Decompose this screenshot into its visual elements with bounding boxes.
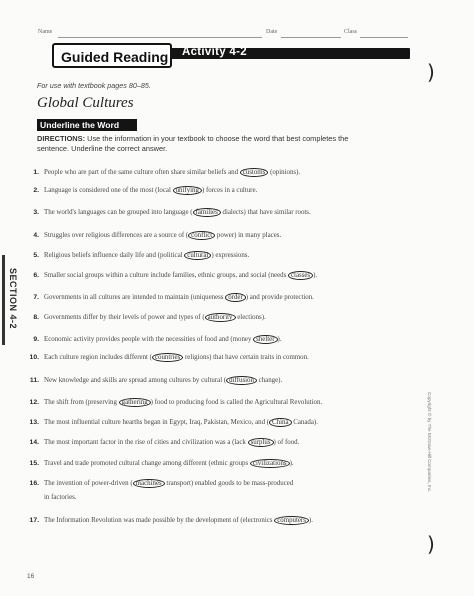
question-text: Each culture region includes different ( xyxy=(44,354,152,361)
question-text: The shift from (preserving xyxy=(44,399,119,406)
question-number: 8. xyxy=(33,314,39,321)
question-number: 4. xyxy=(33,232,39,239)
question-number: 10. xyxy=(29,354,39,361)
question-text-end: ) food to producing food is called the Agricultural Revolution. xyxy=(150,399,323,406)
date-line xyxy=(281,37,341,38)
circled-answer: conflict xyxy=(188,231,215,240)
question-item xyxy=(24,398,404,407)
circled-answer: computers xyxy=(274,516,309,525)
circled-answer: authority xyxy=(205,313,236,322)
question-text: Economic activity provides people with the necessities of food and (money xyxy=(44,336,254,343)
question-item xyxy=(24,516,404,525)
question-item xyxy=(24,459,404,468)
question-item xyxy=(24,271,404,280)
circled-answer: customs xyxy=(240,168,269,177)
copyright-notice: Copyright © by The McGraw-Hill Companies, Inc. xyxy=(427,392,432,493)
question-number: 1. xyxy=(33,169,39,176)
question-number: 14. xyxy=(29,439,39,446)
question-item xyxy=(24,493,404,502)
question-item xyxy=(24,231,404,240)
question-text-end: ) expressions. xyxy=(211,252,250,259)
question-item xyxy=(24,438,404,447)
question-text-end: (opinions). xyxy=(268,169,301,176)
circled-answer: families xyxy=(193,208,221,217)
question-text-end: ) of food. xyxy=(273,439,300,446)
question-text: The most influential culture hearths began in Egypt, Iraq, Pakistan, Mexico, and ( xyxy=(44,419,270,426)
name-label: Name xyxy=(38,29,53,35)
question-number: 6. xyxy=(33,272,39,279)
circled-answer: countries xyxy=(152,353,183,362)
textbook-pages-note: For use with textbook pages 80–85. xyxy=(37,81,151,90)
directions xyxy=(37,134,367,154)
circled-answer: shelter xyxy=(253,335,277,344)
title-banner xyxy=(52,43,410,70)
circled-answer: cultural xyxy=(184,251,211,260)
question-text-end: ). xyxy=(277,336,282,343)
question-text-end: transport) enabled goods to be mass-produced xyxy=(164,480,294,487)
class-line xyxy=(360,37,408,38)
circled-answer: China xyxy=(269,418,291,427)
question-item xyxy=(24,251,404,260)
question-text-end: religions) that have certain traits in common. xyxy=(183,354,309,361)
question-text: People who are part of the same culture often share similar beliefs and xyxy=(44,169,240,176)
question-text: in factories. xyxy=(44,494,77,501)
question-number: 9. xyxy=(33,336,39,343)
question-item xyxy=(24,293,404,302)
question-text-end: ). xyxy=(308,517,313,524)
activity-label: Activity 4-2 xyxy=(182,46,247,58)
question-number: 17. xyxy=(29,517,39,524)
question-text: Religious beliefs influence daily life and (political xyxy=(44,252,185,259)
question-item xyxy=(24,313,404,322)
question-item xyxy=(24,418,404,427)
question-number: 16. xyxy=(29,480,39,487)
question-text-end: change). xyxy=(256,377,283,384)
circled-answer: machines xyxy=(133,479,165,488)
question-text-end: ). xyxy=(289,460,294,467)
question-text-end: ). xyxy=(313,272,318,279)
question-item xyxy=(24,479,404,488)
banner-title-box xyxy=(52,43,172,68)
directions-label: DIRECTIONS: xyxy=(37,134,86,143)
circled-answer: unifying xyxy=(173,186,202,195)
question-text: Struggles over religious differences are a source of ( xyxy=(44,232,189,239)
question-item xyxy=(24,186,404,195)
page-subtitle: Global Cultures xyxy=(37,95,134,111)
circled-answer: classes xyxy=(288,271,313,280)
question-number: 13. xyxy=(29,419,39,426)
circled-answer: surplus xyxy=(248,438,274,447)
question-number: 11. xyxy=(29,377,39,384)
page-number: 16 xyxy=(27,573,35,580)
circled-answer: civilizations xyxy=(250,459,290,468)
question-text-end: dialects) that have similar roots. xyxy=(220,209,311,216)
question-item xyxy=(24,353,404,362)
question-text: Smaller social groups within a culture include families, ethnic groups, and social (needs xyxy=(44,272,288,279)
date-label: Date xyxy=(266,29,278,35)
question-text: The Information Revolution was made possible by the development of (electronics xyxy=(44,517,275,524)
question-number: 3. xyxy=(33,209,39,216)
circled-answer: gathering xyxy=(119,398,151,407)
circled-answer: order xyxy=(225,293,246,302)
circled-answer: diffusion xyxy=(226,376,257,385)
question-text: The most important factor in the rise of cities and civilization was a (lack xyxy=(44,439,248,446)
punch-hole-mark: ) xyxy=(427,532,435,556)
question-text: Governments differ by their levels of power and types of ( xyxy=(44,314,205,321)
question-text: The world's languages can be grouped into language ( xyxy=(44,209,193,216)
directions-text: Use the information in your textbook to choose the word that best completes the sentence. Underline the correct answer. xyxy=(37,134,349,153)
question-text-end: power) in many places. xyxy=(215,232,282,239)
question-text: New knowledge and skills are spread among cultures by cultural ( xyxy=(44,377,227,384)
question-text: Language is considered one of the most (local xyxy=(44,187,173,194)
question-text: The invention of power-driven ( xyxy=(44,480,133,487)
question-item xyxy=(24,168,404,177)
question-item xyxy=(24,335,404,344)
question-number: 12. xyxy=(29,399,39,406)
class-label: Class xyxy=(344,29,358,35)
question-text-end: Canada). xyxy=(291,419,318,426)
question-text-end: ) forces in a culture. xyxy=(201,187,258,194)
question-number: 2. xyxy=(33,187,39,194)
question-text-end: ) and provide protection. xyxy=(245,294,314,301)
question-number: 5. xyxy=(33,252,39,259)
question-text-end: elections). xyxy=(235,314,266,321)
section-heading: Underline the Word xyxy=(37,119,137,131)
question-number: 15. xyxy=(29,460,39,467)
name-line xyxy=(58,37,262,38)
side-tab-bar xyxy=(2,255,5,345)
question-item xyxy=(24,376,404,385)
punch-hole-mark: ) xyxy=(427,60,435,84)
question-number: 7. xyxy=(33,294,39,301)
question-text: Governments in all cultures are intended to maintain (uniqueness xyxy=(44,294,226,301)
banner-title: Guided Reading xyxy=(61,49,169,65)
section-side-tab: SECTION 4-2 xyxy=(8,268,18,330)
question-item xyxy=(24,208,404,217)
question-text: Travel and trade promoted cultural change among different (ethnic groups xyxy=(44,460,250,467)
